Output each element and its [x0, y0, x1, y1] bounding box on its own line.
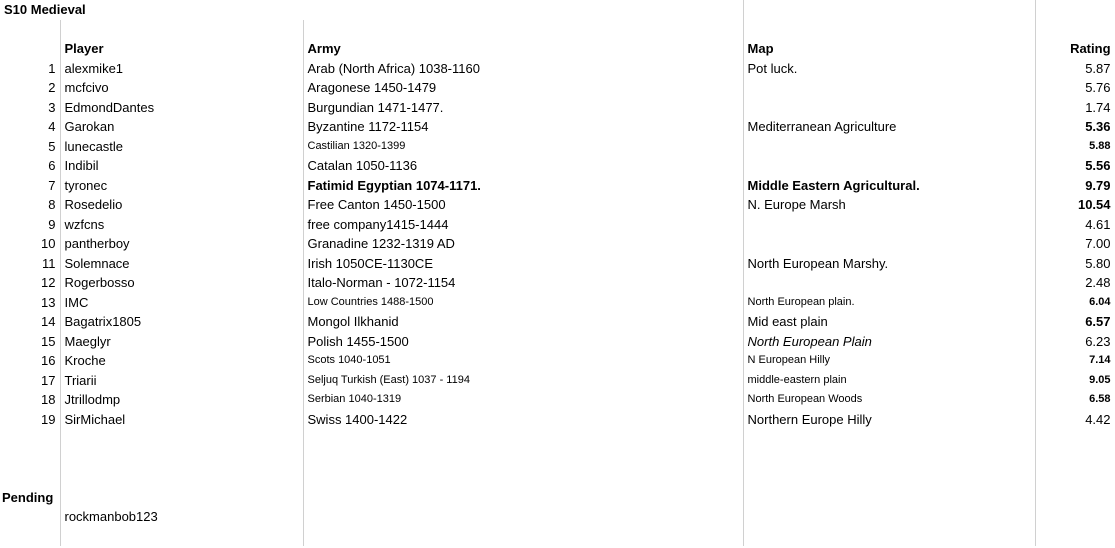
- row-number: 19: [0, 410, 60, 430]
- player-name[interactable]: SirMichael: [60, 410, 303, 430]
- pending-row[interactable]: [0, 507, 1115, 527]
- row-number: [0, 507, 60, 527]
- pending-label: Pending: [0, 488, 60, 508]
- row-number: 16: [0, 351, 60, 371]
- table-row[interactable]: [0, 195, 1115, 215]
- rating-value[interactable]: 2.48: [1035, 273, 1115, 293]
- empty-row: [0, 449, 1115, 469]
- player-name[interactable]: rockmanbob123: [60, 507, 303, 527]
- rating-value[interactable]: 5.36: [1035, 117, 1115, 137]
- spacer-row: [0, 20, 1115, 40]
- map-name[interactable]: [743, 234, 1035, 254]
- army-name[interactable]: Scots 1040-1051: [303, 351, 743, 371]
- row-number: 12: [0, 273, 60, 293]
- column-header-map: Map: [743, 39, 1035, 59]
- table-row[interactable]: [0, 390, 1115, 410]
- army-name[interactable]: Swiss 1400-1422: [303, 410, 743, 430]
- pending-header-row: [0, 488, 1115, 508]
- empty-cell: [60, 488, 303, 508]
- empty-cell: [1035, 429, 1115, 449]
- rating-value[interactable]: 1.74: [1035, 98, 1115, 118]
- rating-value[interactable]: 6.57: [1035, 312, 1115, 332]
- map-name[interactable]: North European plain.: [743, 293, 1035, 313]
- map-name[interactable]: [743, 78, 1035, 98]
- table-row[interactable]: [0, 59, 1115, 79]
- empty-cell: [60, 449, 303, 469]
- empty-cell: [1035, 468, 1115, 488]
- army-name[interactable]: Byzantine 1172-1154: [303, 117, 743, 137]
- army-name[interactable]: Seljuq Turkish (East) 1037 - 1194: [303, 371, 743, 391]
- map-name[interactable]: Mid east plain: [743, 312, 1035, 332]
- army-name[interactable]: Italo-Norman - 1072-1154: [303, 273, 743, 293]
- rating-value[interactable]: 4.42: [1035, 410, 1115, 430]
- empty-cell: [0, 20, 60, 40]
- player-name[interactable]: lunecastle: [60, 137, 303, 157]
- empty-cell: [303, 468, 743, 488]
- empty-cell: [743, 20, 1035, 40]
- empty-cell: [743, 429, 1035, 449]
- column-header-rating: Rating: [1035, 39, 1115, 59]
- army-name[interactable]: free company1415-1444: [303, 215, 743, 235]
- player-name[interactable]: tyronec: [60, 176, 303, 196]
- map-name[interactable]: [743, 507, 1035, 527]
- row-number: 18: [0, 390, 60, 410]
- map-name[interactable]: North European Woods: [743, 390, 1035, 410]
- army-name[interactable]: Fatimid Egyptian 1074-1171.: [303, 176, 743, 196]
- empty-cell: [1035, 0, 1115, 20]
- army-name[interactable]: Irish 1050CE-1130CE: [303, 254, 743, 274]
- map-name[interactable]: Mediterranean Agriculture: [743, 117, 1035, 137]
- empty-cell: [743, 449, 1035, 469]
- player-name[interactable]: pantherboy: [60, 234, 303, 254]
- table-row[interactable]: [0, 371, 1115, 391]
- column-header-num: [0, 39, 60, 59]
- player-name[interactable]: IMC: [60, 293, 303, 313]
- row-number: 10: [0, 234, 60, 254]
- row-number: 3: [0, 98, 60, 118]
- table-row[interactable]: [0, 156, 1115, 176]
- empty-cell: [0, 449, 60, 469]
- map-name[interactable]: [743, 137, 1035, 157]
- empty-row: [0, 468, 1115, 488]
- rating-value[interactable]: 7.00: [1035, 234, 1115, 254]
- column-header-army: Army: [303, 39, 743, 59]
- table-row[interactable]: [0, 137, 1115, 157]
- row-number: 8: [0, 195, 60, 215]
- map-name[interactable]: N. Europe Marsh: [743, 195, 1035, 215]
- army-name[interactable]: Catalan 1050-1136: [303, 156, 743, 176]
- player-name[interactable]: Garokan: [60, 117, 303, 137]
- empty-cell: [60, 429, 303, 449]
- empty-cell: [1035, 449, 1115, 469]
- empty-cell: [0, 468, 60, 488]
- empty-cell: [60, 468, 303, 488]
- player-name[interactable]: Maeglyr: [60, 332, 303, 352]
- row-number: 2: [0, 78, 60, 98]
- rating-value[interactable]: 5.76: [1035, 78, 1115, 98]
- table-row[interactable]: [0, 215, 1115, 235]
- empty-cell: [0, 527, 60, 547]
- army-name[interactable]: [303, 507, 743, 527]
- player-name[interactable]: alexmike1: [60, 59, 303, 79]
- army-name[interactable]: Low Countries 1488-1500: [303, 293, 743, 313]
- rating-value[interactable]: 9.79: [1035, 176, 1115, 196]
- rating-value[interactable]: 10.54: [1035, 195, 1115, 215]
- rating-value[interactable]: 5.80: [1035, 254, 1115, 274]
- map-name[interactable]: middle-eastern plain: [743, 371, 1035, 391]
- row-number: 1: [0, 59, 60, 79]
- row-number: 17: [0, 371, 60, 391]
- rating-value[interactable]: 6.04: [1035, 293, 1115, 313]
- map-name[interactable]: Northern Europe Hilly: [743, 410, 1035, 430]
- army-name[interactable]: Free Canton 1450-1500: [303, 195, 743, 215]
- empty-cell: [60, 527, 303, 547]
- table-header-row: [0, 39, 1115, 59]
- table-row[interactable]: [0, 410, 1115, 430]
- column-header-player: Player: [60, 39, 303, 59]
- map-name[interactable]: [743, 98, 1035, 118]
- row-number: 14: [0, 312, 60, 332]
- map-name[interactable]: Pot luck.: [743, 59, 1035, 79]
- row-number: 15: [0, 332, 60, 352]
- table-row[interactable]: [0, 273, 1115, 293]
- rating-value[interactable]: 9.05: [1035, 371, 1115, 391]
- row-number: 5: [0, 137, 60, 157]
- empty-cell: [743, 488, 1035, 508]
- page-title: S10 Medieval: [0, 0, 743, 20]
- empty-cell: [303, 449, 743, 469]
- table-row[interactable]: [0, 78, 1115, 98]
- map-name[interactable]: [743, 273, 1035, 293]
- empty-cell: [60, 20, 303, 40]
- empty-row: [0, 429, 1115, 449]
- table-row[interactable]: [0, 254, 1115, 274]
- player-name[interactable]: mcfcivo: [60, 78, 303, 98]
- table-row[interactable]: [0, 234, 1115, 254]
- row-number: 11: [0, 254, 60, 274]
- army-name[interactable]: Granadine 1232-1319 AD: [303, 234, 743, 254]
- map-name[interactable]: N European Hilly: [743, 351, 1035, 371]
- army-name[interactable]: Aragonese 1450-1479: [303, 78, 743, 98]
- rating-value[interactable]: 7.14: [1035, 351, 1115, 371]
- empty-cell: [0, 429, 60, 449]
- player-name[interactable]: Jtrillodmp: [60, 390, 303, 410]
- army-name[interactable]: Burgundian 1471-1477.: [303, 98, 743, 118]
- player-name[interactable]: Kroche: [60, 351, 303, 371]
- army-name[interactable]: Mongol Ilkhanid: [303, 312, 743, 332]
- rating-value[interactable]: 6.23: [1035, 332, 1115, 352]
- map-name[interactable]: Middle Eastern Agricultural.: [743, 176, 1035, 196]
- row-number: 13: [0, 293, 60, 313]
- player-name[interactable]: wzfcns: [60, 215, 303, 235]
- table-row[interactable]: [0, 351, 1115, 371]
- player-name[interactable]: Rosedelio: [60, 195, 303, 215]
- row-number: 9: [0, 215, 60, 235]
- rating-value[interactable]: [1035, 507, 1115, 527]
- table-row[interactable]: [0, 117, 1115, 137]
- empty-cell: [303, 429, 743, 449]
- empty-cell: [743, 0, 1035, 20]
- empty-row: [0, 527, 1115, 547]
- empty-cell: [743, 468, 1035, 488]
- map-name[interactable]: [743, 156, 1035, 176]
- row-number: 4: [0, 117, 60, 137]
- player-name[interactable]: Triarii: [60, 371, 303, 391]
- map-name[interactable]: [743, 215, 1035, 235]
- player-name[interactable]: Bagatrix1805: [60, 312, 303, 332]
- row-number: 7: [0, 176, 60, 196]
- empty-cell: [303, 488, 743, 508]
- player-name[interactable]: Solemnace: [60, 254, 303, 274]
- rating-value[interactable]: 4.61: [1035, 215, 1115, 235]
- player-name[interactable]: Indibil: [60, 156, 303, 176]
- map-name[interactable]: North European Plain: [743, 332, 1035, 352]
- row-number: 6: [0, 156, 60, 176]
- player-name[interactable]: Rogerbosso: [60, 273, 303, 293]
- empty-cell: [303, 527, 743, 547]
- army-name[interactable]: Polish 1455-1500: [303, 332, 743, 352]
- rating-value[interactable]: 5.56: [1035, 156, 1115, 176]
- empty-cell: [1035, 488, 1115, 508]
- empty-cell: [743, 527, 1035, 547]
- army-name[interactable]: Castilian 1320-1399: [303, 137, 743, 157]
- player-name[interactable]: EdmondDantes: [60, 98, 303, 118]
- empty-cell: [303, 20, 743, 40]
- map-name[interactable]: North European Marshy.: [743, 254, 1035, 274]
- table-row[interactable]: [0, 293, 1115, 313]
- rating-value[interactable]: 6.58: [1035, 390, 1115, 410]
- army-name[interactable]: Serbian 1040-1319: [303, 390, 743, 410]
- empty-cell: [1035, 20, 1115, 40]
- title-row: [0, 0, 1115, 20]
- army-name[interactable]: Arab (North Africa) 1038-1160: [303, 59, 743, 79]
- table-row[interactable]: [0, 98, 1115, 118]
- rating-value[interactable]: 5.87: [1035, 59, 1115, 79]
- table-row[interactable]: [0, 176, 1115, 196]
- table-row[interactable]: [0, 332, 1115, 352]
- empty-cell: [1035, 527, 1115, 547]
- table-row[interactable]: [0, 312, 1115, 332]
- rating-value[interactable]: 5.88: [1035, 137, 1115, 157]
